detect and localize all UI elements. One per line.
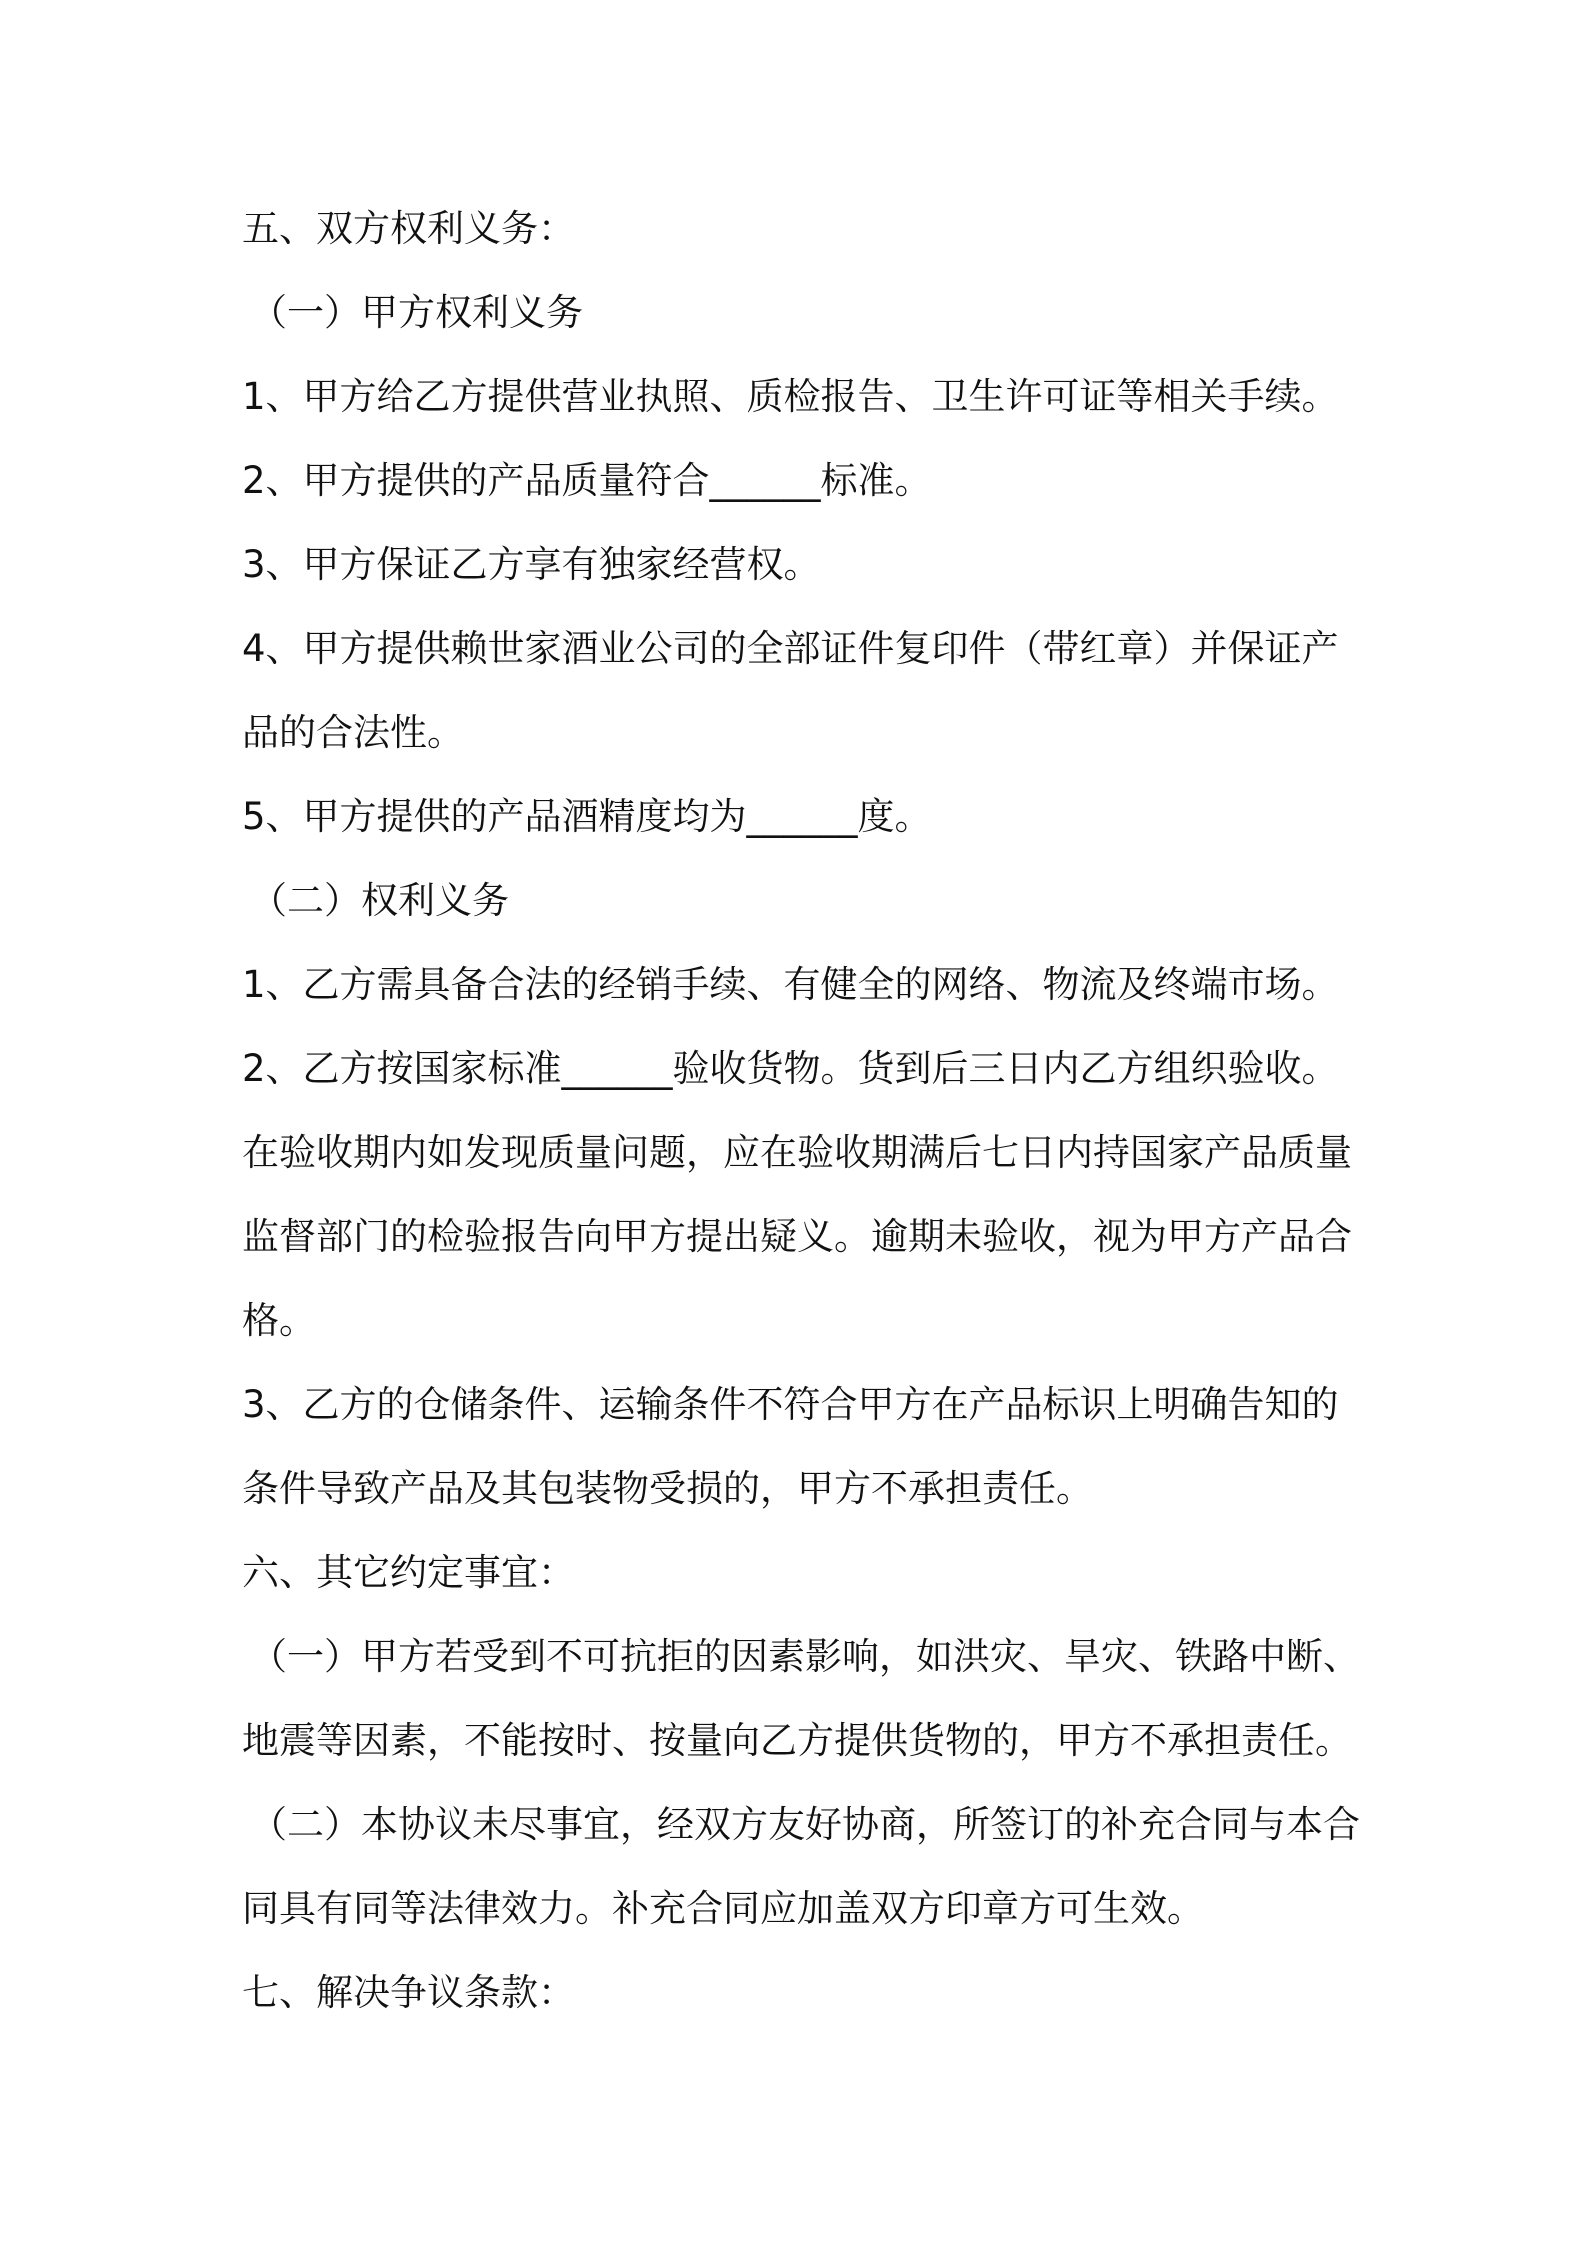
clause-a-4: 4、甲方提供赖世家酒业公司的全部证件复印件（带红章）并保证产 [242, 627, 1339, 670]
other-matters-2: （二）本协议未尽事宜，经双方友好协商，所签订的补充合同与本合 [250, 1803, 1360, 1846]
clause-a-4-continued: 品的合法性。 [242, 711, 464, 754]
clause-b-2-continued-1: 在验收期内如发现质量问题，应在验收期满后七日内持国家产品质量 [242, 1131, 1352, 1174]
other-matters-1-continued: 地震等因素，不能按时、按量向乙方提供货物的，甲方不承担责任。 [242, 1719, 1352, 1762]
clause-b-2-continued-3: 格。 [242, 1299, 316, 1342]
subsection-heading-party-a: （一）甲方权利义务 [250, 291, 583, 334]
clause-a-1: 1、甲方给乙方提供营业执照、质检报告、卫生许可证等相关手续。 [242, 375, 1339, 418]
section-heading-other-matters: 六、其它约定事宜： [242, 1551, 575, 1594]
other-matters-2-continued: 同具有同等法律效力。补充合同应加盖双方印章方可生效。 [242, 1887, 1204, 1930]
section-heading-dispute-resolution: 七、解决争议条款： [242, 1971, 575, 2014]
other-matters-1: （一）甲方若受到不可抗拒的因素影响，如洪灾、旱灾、铁路中断、 [250, 1635, 1360, 1678]
clause-a-3: 3、甲方保证乙方享有独家经营权。 [242, 543, 821, 586]
clause-b-3: 3、乙方的仓储条件、运输条件不符合甲方在产品标识上明确告知的 [242, 1383, 1339, 1426]
subsection-heading-party-b: （二）权利义务 [250, 879, 509, 922]
clause-b-1: 1、乙方需具备合法的经销手续、有健全的网络、物流及终端市场。 [242, 963, 1339, 1006]
clause-a-2: 2、甲方提供的产品质量符合______标准。 [242, 459, 932, 502]
clause-a-5: 5、甲方提供的产品酒精度均为______度。 [242, 795, 932, 838]
clause-b-2: 2、乙方按国家标准______验收货物。货到后三日内乙方组织验收。 [242, 1047, 1339, 1090]
clause-b-2-continued-2: 监督部门的检验报告向甲方提出疑义。逾期未验收，视为甲方产品合 [242, 1215, 1352, 1258]
clause-b-3-continued: 条件导致产品及其包装物受损的，甲方不承担责任。 [242, 1467, 1093, 1510]
section-heading-rights-obligations: 五、双方权利义务： [242, 207, 575, 250]
